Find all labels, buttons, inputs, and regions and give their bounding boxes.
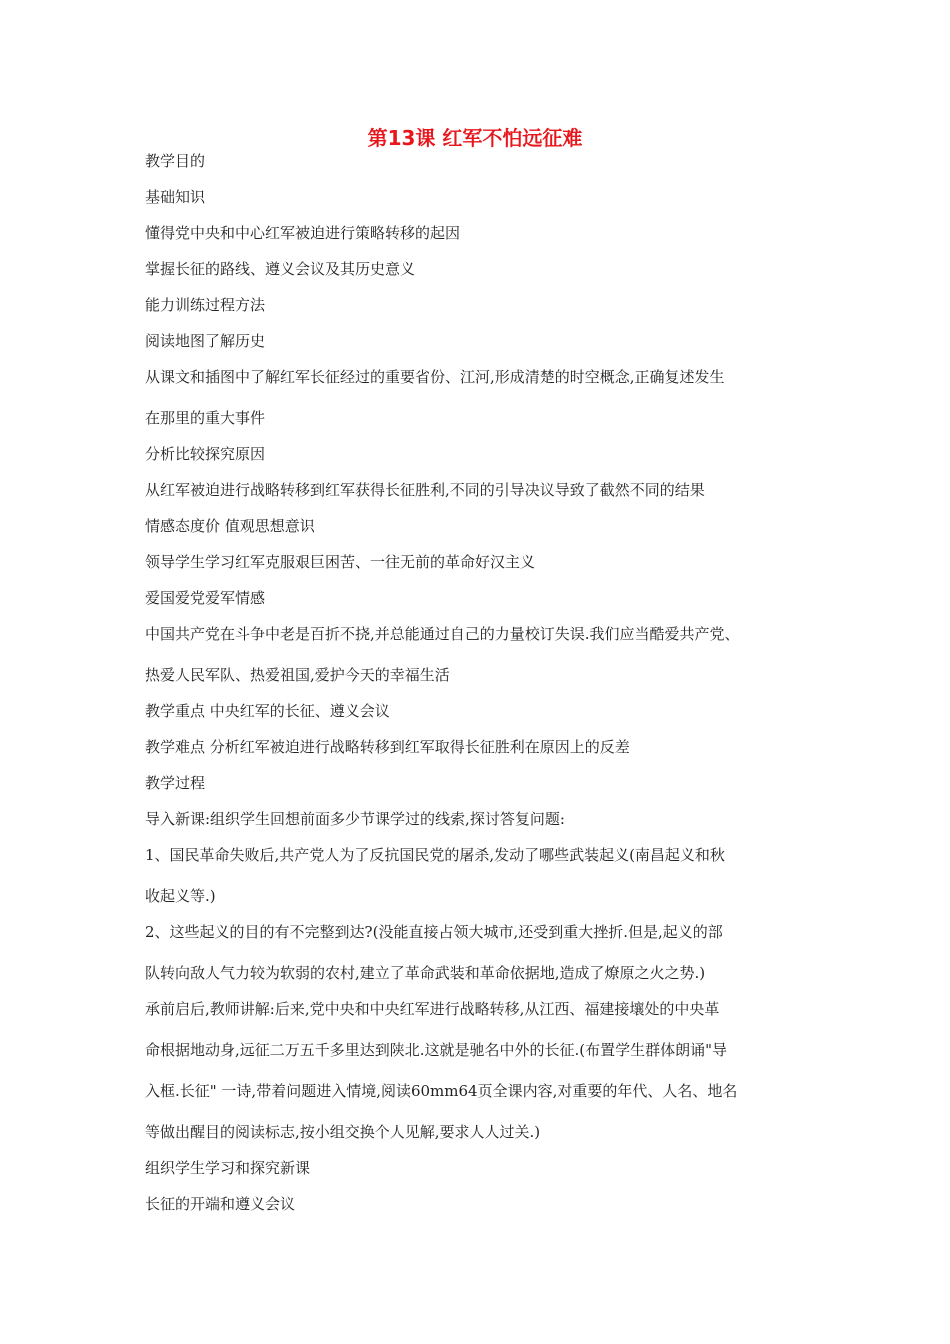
text-line: 入框.长征" 一诗,带着问题进入情境,阅读60mm64页全课内容,对重要的年代、人名、地名	[145, 1082, 738, 1100]
text-line: 等做出醒目的阅读标志,按小组交换个人见解,要求人人过关.)	[145, 1123, 541, 1141]
text-line: 阅读地图了解历史	[145, 332, 266, 350]
lesson-title: 第13课 红军不怕远征难	[367, 126, 583, 150]
text-line: 领导学生学习红军克服艰巨困苦、一往无前的革命好汉主义	[145, 553, 536, 571]
text-line: 热爱人民军队、热爱祖国,爱护今天的幸福生活	[145, 666, 450, 684]
text-line: 教学重点 中央红军的长征、遵义会议	[145, 702, 390, 720]
text-line: 长征的开端和遵义会议	[145, 1195, 296, 1213]
text-line: 掌握长征的路线、遵义会议及其历史意义	[145, 260, 416, 278]
text-line: 承前启后,教师讲解:后来,党中央和中央红军进行战略转移,从江西、福建接壤处的中央革	[145, 1000, 720, 1018]
text-line: 收起义等.)	[145, 887, 216, 905]
text-line: 2、这些起义的目的有不完整到达?(没能直接占领大城市,还受到重大挫折.但是,起义的部	[145, 923, 723, 941]
text-line: 命根据地动身,远征二万五千多里达到陕北.这就是驰名中外的长征.(布置学生群体朗诵"导	[145, 1041, 728, 1059]
text-line: 爱国爱党爱军情感	[145, 589, 266, 607]
text-line: 教学难点 分析红军被迫进行战略转移到红军取得长征胜利在原因上的反差	[145, 738, 630, 756]
text-line: 情感态度价 值观思想意识	[145, 517, 315, 535]
text-line: 懂得党中央和中心红军被迫进行策略转移的起因	[145, 224, 461, 242]
text-line: 中国共产党在斗争中老是百折不挠,并总能通过自己的力量校订失误.我们应当酷爱共产党、	[145, 625, 740, 643]
text-line: 分析比较探究原因	[145, 445, 266, 463]
text-line: 教学目的	[145, 152, 206, 170]
text-line: 教学过程	[145, 774, 206, 792]
text-line: 队转向敌人气力较为软弱的农村,建立了革命武装和革命依据地,造成了燎原之火之势.)	[145, 964, 706, 982]
text-line: 能力训练过程方法	[145, 296, 266, 314]
text-line: 1、国民革命失败后,共产党人为了反抗国民党的屠杀,发动了哪些武装起义(南昌起义和秋	[145, 846, 725, 864]
text-line: 从课文和插图中了解红军长征经过的重要省份、江河,形成清楚的时空概念,正确复述发生	[145, 368, 725, 386]
text-line: 组织学生学习和探究新课	[145, 1159, 311, 1177]
text-line: 在那里的重大事件	[145, 409, 266, 427]
text-line: 从红军被迫进行战略转移到红军获得长征胜利,不同的引导决议导致了截然不同的结果	[145, 481, 705, 499]
text-line: 基础知识	[145, 188, 206, 206]
text-line: 导入新课:组织学生回想前面多少节课学过的线索,探讨答复问题:	[145, 810, 565, 828]
